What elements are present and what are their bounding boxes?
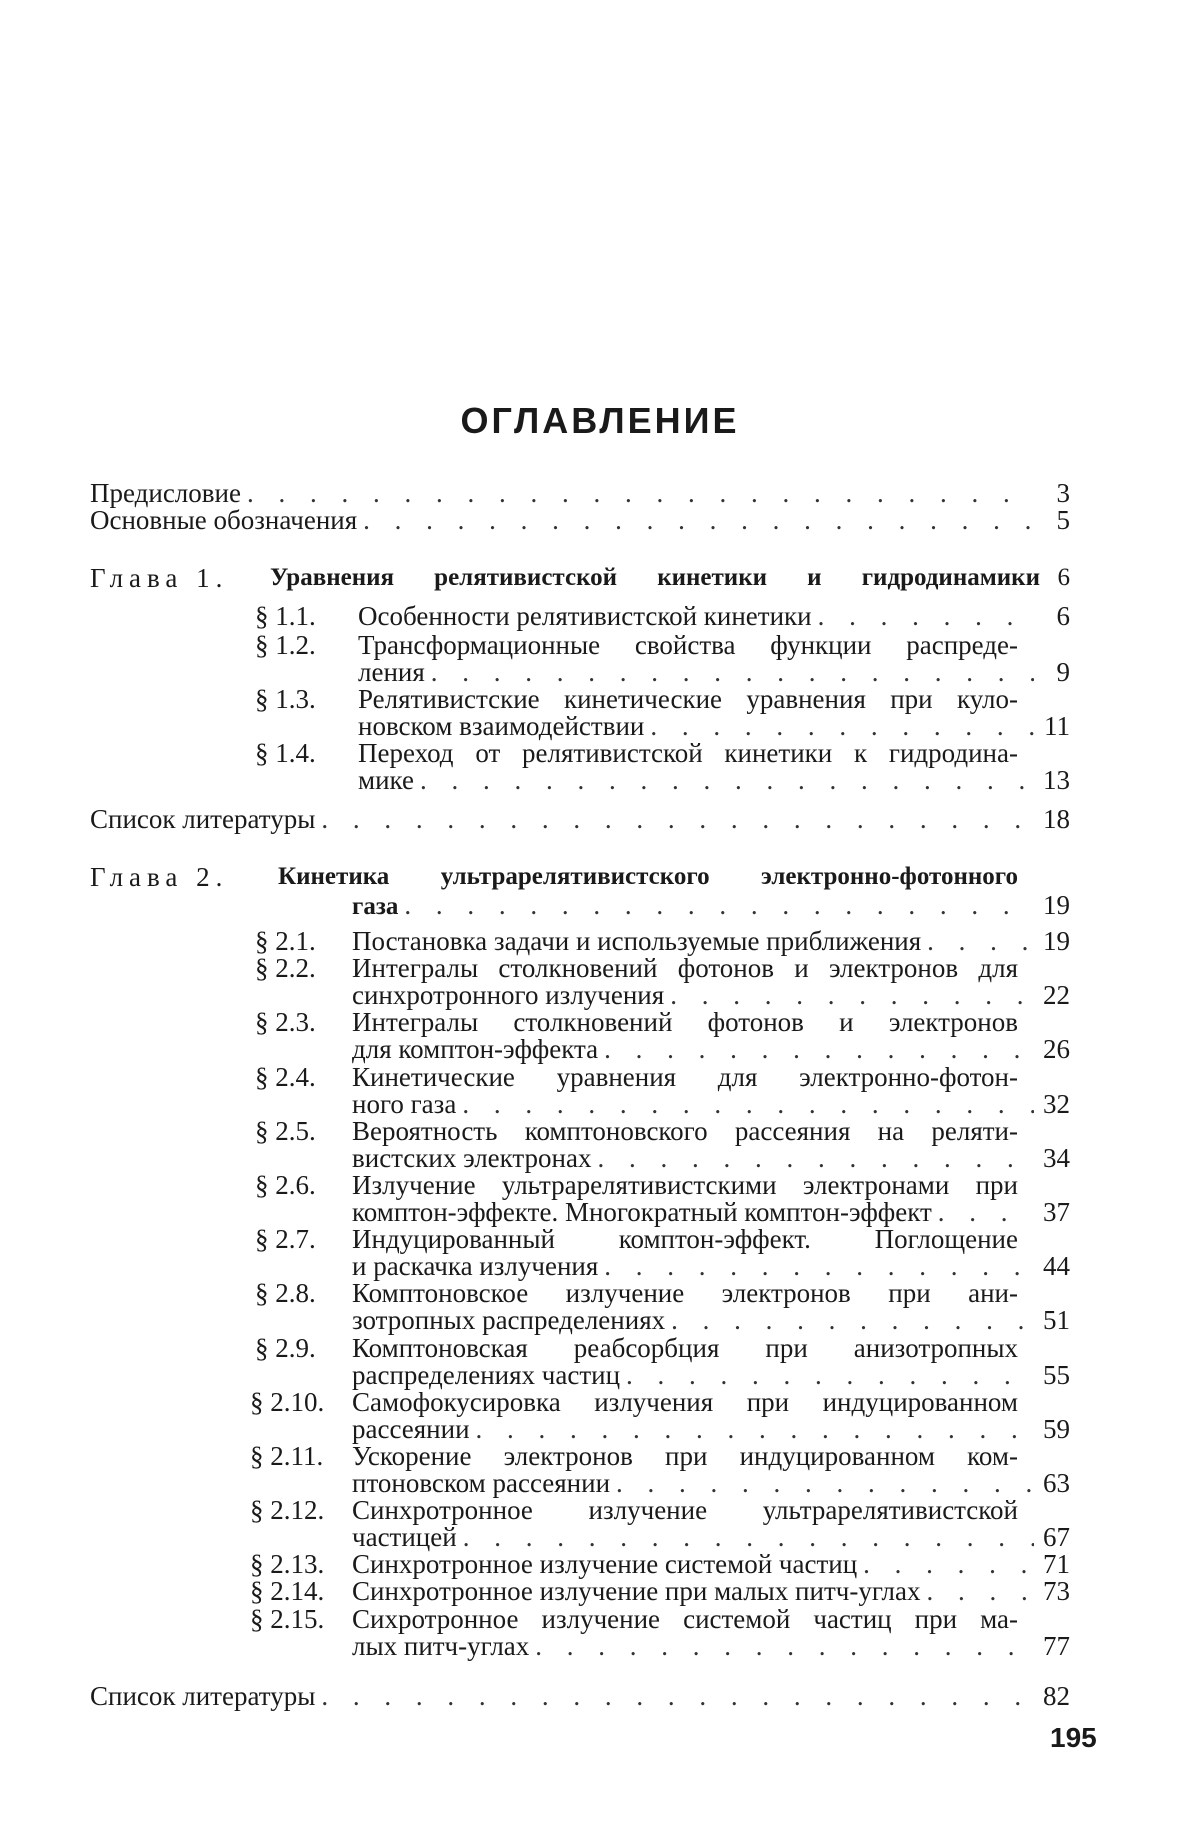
- leader-dots: [476, 1414, 1034, 1444]
- section-title: мике: [358, 765, 414, 795]
- toc-entry-text: Список литературы: [90, 1681, 316, 1711]
- section-entry-last-line: [352, 1549, 1070, 1579]
- section-page: 44: [1043, 1251, 1070, 1282]
- section-page: 67: [1043, 1522, 1070, 1553]
- section-page: 26: [1043, 1034, 1070, 1065]
- section-entry-line: [352, 1170, 1018, 1200]
- section-entry-line: [352, 953, 1018, 983]
- section-number: § 2.15.: [250, 1603, 325, 1634]
- section-number: § 2.7.: [255, 1224, 316, 1255]
- section-page: 34: [1043, 1142, 1070, 1173]
- section-page: 9: [1056, 657, 1070, 687]
- section-page: 19: [1043, 926, 1070, 956]
- section-title: птоновском рассеянии: [352, 1468, 611, 1498]
- section-number: § 2.9.: [255, 1332, 316, 1363]
- leader-dots: [247, 478, 1034, 508]
- leader-dots: [670, 980, 1034, 1010]
- toc-entry-page: 5: [1056, 505, 1070, 535]
- toc-entry-text: Предисловие: [90, 478, 241, 508]
- toc-entry-page: 3: [1056, 478, 1070, 508]
- section-number: § 2.3.: [255, 1007, 316, 1038]
- section-title: Интегралы столкновений фотонов и электронов для: [352, 953, 1018, 984]
- section-title: зотропных распределениях: [352, 1305, 666, 1336]
- section-page: 11: [1044, 711, 1070, 741]
- section-title: Ускорение электронов при индуцированном ком-: [352, 1440, 1018, 1471]
- section-title: Комптоновское излучение электронов при ани-: [352, 1278, 1018, 1309]
- leader-dots: [462, 1089, 1034, 1119]
- leader-dots: [650, 711, 1034, 741]
- section-number: § 1.3.: [255, 684, 316, 714]
- toc-entry-preface: [90, 478, 1070, 508]
- section-number: § 2.2.: [255, 953, 316, 984]
- leader-dots: [927, 926, 1034, 956]
- leader-dots: [420, 765, 1034, 795]
- section-page: 55: [1043, 1359, 1070, 1390]
- section-title: Излучение ультрарелятивистскими электронами при: [352, 1169, 1018, 1200]
- section-title: вистских электронах: [352, 1142, 592, 1173]
- toc-entry-text: Основные обозначения: [90, 505, 358, 535]
- section-page: 73: [1043, 1576, 1070, 1607]
- section-number: § 2.11.: [250, 1440, 324, 1471]
- section-page: 71: [1043, 1549, 1070, 1580]
- section-title: Комптоновская реабсорбция при анизотропных: [352, 1332, 1018, 1363]
- leader-dots: [535, 1631, 1034, 1661]
- section-number: § 2.8.: [255, 1278, 316, 1309]
- chapter-title-text: Кинетика ультрарелятивистского электронно-фотонного: [278, 863, 1018, 890]
- section-title: Синхротронное излучение ультрарелятивистской: [352, 1495, 1018, 1526]
- toc-entry-page: 82: [1043, 1681, 1070, 1711]
- section-entry-last-line: [352, 1631, 1070, 1661]
- chapter-page: 6: [1057, 564, 1070, 591]
- leader-dots: [927, 1576, 1035, 1606]
- leader-dots: [363, 505, 1034, 535]
- section-title: Вероятность комптоновского рассеяния на реляти-: [352, 1115, 1018, 1146]
- chapter-label: Глава 2.: [90, 862, 229, 892]
- leader-dots: [431, 657, 1034, 687]
- section-title: комптон-эффекте. Многократный комптон-эффект: [352, 1197, 932, 1227]
- leader-dots: [818, 601, 1034, 631]
- section-entry-line: [352, 1604, 1018, 1634]
- section-entry-last-line: [352, 1197, 1070, 1227]
- page-title: ОГЛАВЛЕНИЕ: [460, 400, 740, 441]
- section-number: § 1.1.: [255, 601, 316, 631]
- section-page: 13: [1043, 765, 1070, 795]
- section-entry-line: [352, 1224, 1018, 1254]
- section-title: и раскачка излучения: [352, 1251, 599, 1282]
- chapter-title-text: газа: [352, 893, 399, 920]
- section-number: § 2.6.: [255, 1169, 316, 1200]
- chapter-page: 19: [1043, 890, 1070, 920]
- section-title: Синхротронное излучение при малых питч-углах: [352, 1576, 921, 1607]
- section-entry-last-line: [352, 1089, 1070, 1119]
- section-title: Самофокусировка излучения при индуцированном: [352, 1386, 1018, 1417]
- section-title: Постановка задачи и используемые приближения: [352, 926, 922, 956]
- chapter-title-line2: [352, 890, 1070, 922]
- section-entry-last-line: [352, 1360, 1070, 1390]
- section-page: 6: [1056, 601, 1070, 631]
- section-entry-line: [352, 1387, 1018, 1417]
- section-number: § 1.2.: [255, 630, 316, 660]
- section-entry-line: [352, 1495, 1018, 1525]
- section-title: Индуцированный комптон-эффект. Поглощение: [352, 1224, 1018, 1255]
- section-number: § 2.5.: [255, 1115, 316, 1146]
- section-entry-line1: [358, 738, 1018, 768]
- leader-dots: [463, 1522, 1034, 1552]
- section-page: 32: [1043, 1088, 1070, 1119]
- section-entry-last-line: [352, 980, 1070, 1010]
- section-title: ного газа: [352, 1088, 457, 1119]
- leader-dots: [604, 1251, 1034, 1281]
- toc-entry-page: 18: [1043, 804, 1070, 834]
- section-number: § 1.4.: [255, 738, 316, 768]
- section-page: 51: [1043, 1305, 1070, 1336]
- section-entry-last-line: [352, 1522, 1070, 1552]
- section-title: для комптон-эффекта: [352, 1034, 599, 1065]
- section-title: лых питч-углах: [352, 1630, 530, 1661]
- section-entry: [358, 601, 1070, 631]
- section-title: синхротронного излучения: [352, 980, 665, 1011]
- section-number: § 2.12.: [250, 1495, 325, 1526]
- leader-dots: [671, 1305, 1034, 1335]
- section-entry-line2: [358, 711, 1070, 741]
- section-entry-last-line: [352, 1305, 1070, 1335]
- section-entry-last-line: [352, 1034, 1070, 1064]
- section-title: Переход от релятивистской кинетики к гидродина-: [358, 738, 1018, 768]
- section-title: рассеянии: [352, 1413, 470, 1444]
- leader-dots: [604, 1034, 1034, 1064]
- chapter-title: [270, 563, 1070, 593]
- section-entry-last-line: [352, 1576, 1070, 1606]
- section-title: распределениях частиц: [352, 1359, 621, 1390]
- section-entry-line: [352, 1116, 1018, 1146]
- section-entry-last-line: [352, 1468, 1070, 1498]
- section-number: § 2.14.: [250, 1576, 325, 1607]
- section-page: 22: [1043, 980, 1070, 1011]
- section-entry-last-line: [352, 926, 1070, 956]
- section-entry-line: [352, 1062, 1018, 1092]
- page-number: 195: [1050, 1722, 1097, 1753]
- section-title: частицей: [352, 1522, 457, 1553]
- section-entry-line: [352, 1441, 1018, 1471]
- section-page: 37: [1043, 1197, 1070, 1227]
- section-entry-last-line: [352, 1414, 1070, 1444]
- toc-entry-references: [90, 1681, 1070, 1711]
- chapter-title-line1: [278, 862, 1018, 892]
- section-page: 63: [1043, 1468, 1070, 1498]
- section-entry-line: [352, 1278, 1018, 1308]
- section-entry-line1: [358, 630, 1018, 660]
- section-number: § 2.13.: [250, 1549, 325, 1580]
- section-title: Кинетические уравнения для электронно-фотон-: [352, 1061, 1018, 1092]
- section-page: 59: [1043, 1413, 1070, 1444]
- section-title: Особенности релятивистской кинетики: [358, 601, 812, 631]
- section-entry-line1: [358, 684, 1018, 714]
- leader-dots: [626, 1360, 1034, 1390]
- section-title: Интегралы столкновений фотонов и электронов: [352, 1007, 1018, 1038]
- toc-entry-text: Список литературы: [90, 804, 316, 834]
- section-entry-last-line: [352, 1251, 1070, 1281]
- section-entry-line2: [358, 765, 1070, 795]
- leader-dots: [404, 890, 1034, 920]
- section-title: Релятивистские кинетические уравнения при куло-: [358, 684, 1018, 714]
- leader-dots: [598, 1143, 1035, 1173]
- section-title: Сихротронное излучение системой частиц при ма-: [352, 1603, 1018, 1634]
- section-number: § 2.1.: [255, 926, 316, 956]
- section-title: Трансформационные свойства функции распреде-: [358, 630, 1018, 660]
- leader-dots: [938, 1197, 1034, 1227]
- section-page: 77: [1043, 1630, 1070, 1661]
- leader-dots: [863, 1549, 1034, 1579]
- leader-dots: [616, 1468, 1034, 1498]
- section-entry-line: [352, 1333, 1018, 1363]
- section-entry-line: [352, 1007, 1018, 1037]
- toc-entry-notation: [90, 505, 1070, 535]
- toc-entry-references: [90, 804, 1070, 834]
- section-entry-line2: [358, 657, 1070, 687]
- leader-dots: [321, 804, 1034, 834]
- section-entry-last-line: [352, 1143, 1070, 1173]
- section-title: Синхротронное излучение системой частиц: [352, 1549, 858, 1580]
- section-title: ления: [358, 657, 425, 687]
- section-number: § 2.10.: [250, 1386, 325, 1417]
- leader-dots: [321, 1681, 1034, 1711]
- section-number: § 2.4.: [255, 1061, 316, 1092]
- chapter-title-text: Уравнения релятивистской кинетики и гидродинамики: [270, 564, 1040, 591]
- section-title: новском взаимодействии: [358, 711, 645, 741]
- chapter-label: Глава 1.: [90, 563, 229, 593]
